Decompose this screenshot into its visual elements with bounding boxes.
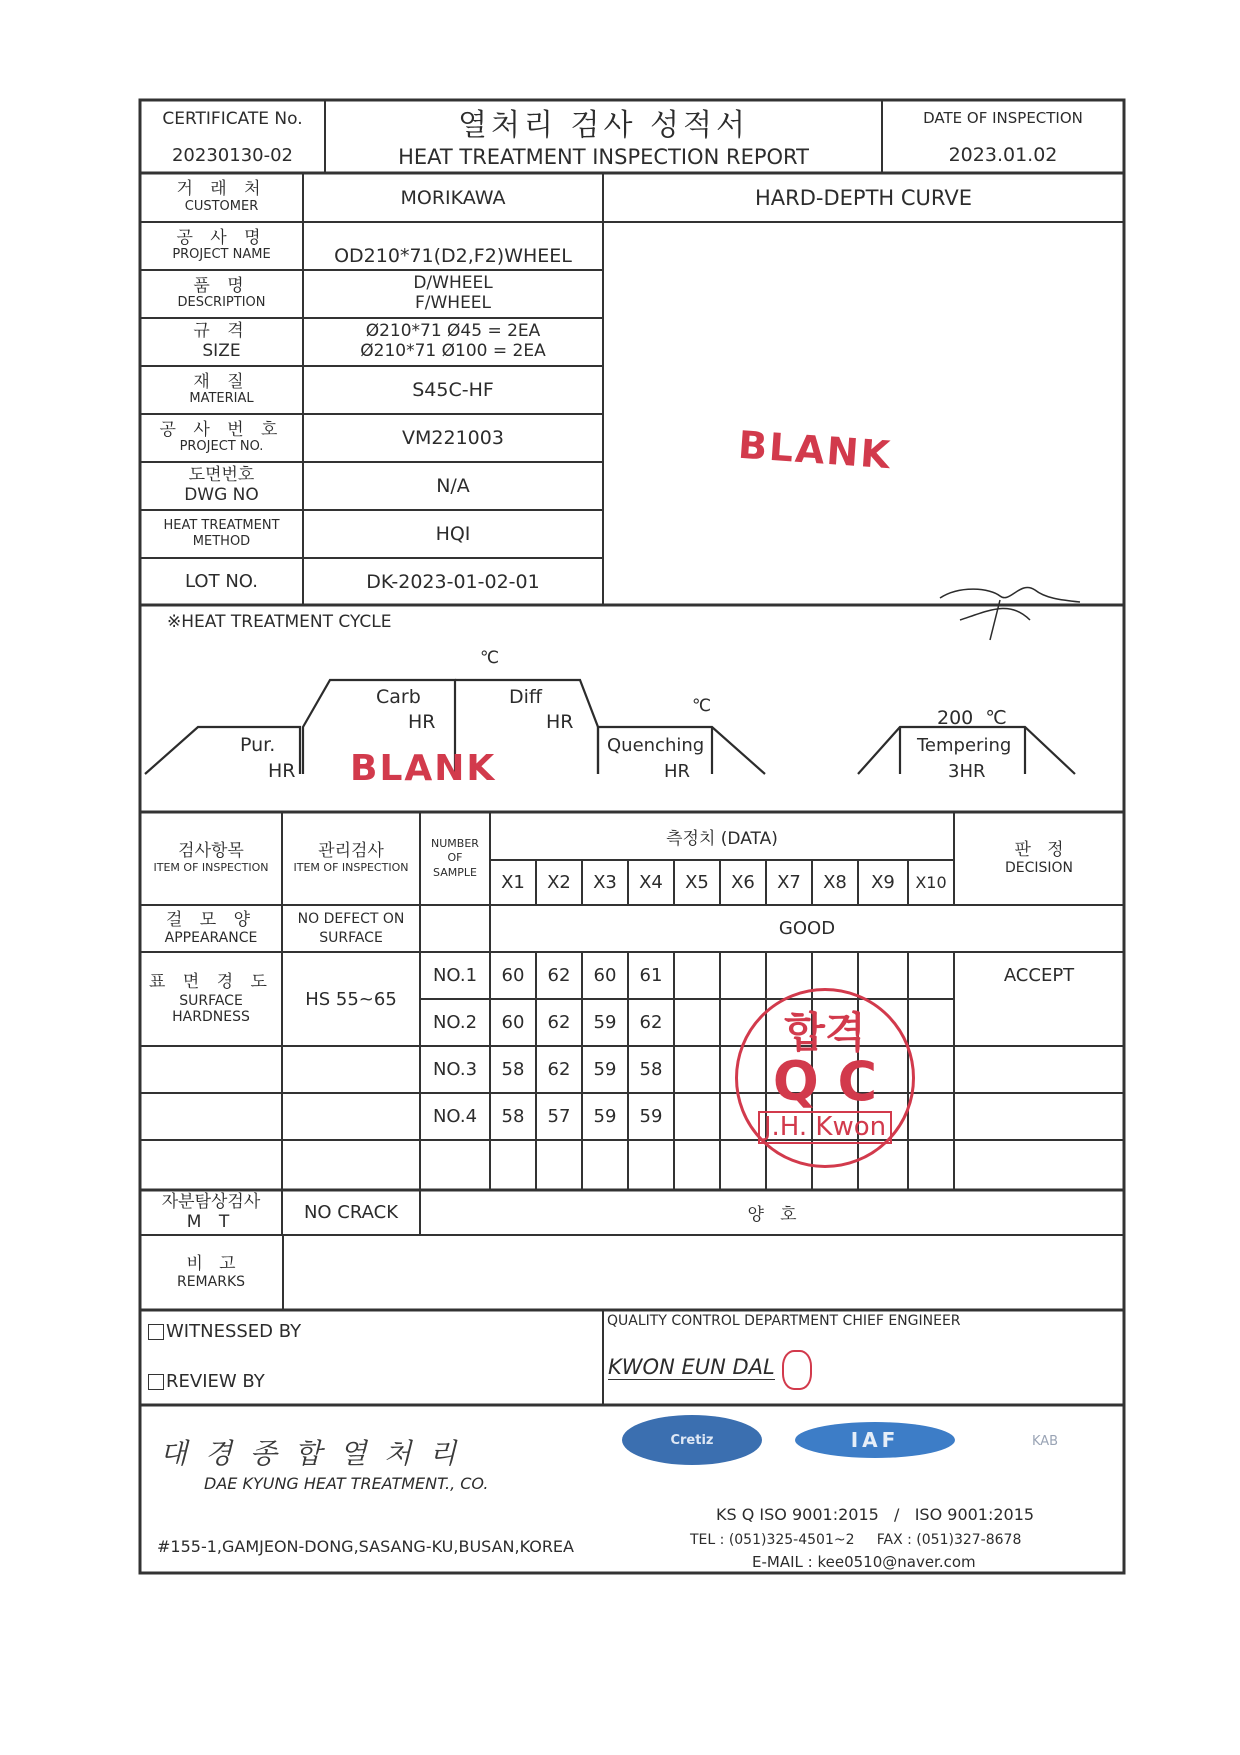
title-english: HEAT TREATMENT INSPECTION REPORT bbox=[398, 145, 809, 169]
cert-number: 20230130-02 bbox=[171, 144, 294, 166]
iso-certification: KS Q ISO 9001:2015 / ISO 9001:2015 bbox=[716, 1505, 1035, 1524]
qc-stamp-qc-text: Q C bbox=[772, 1050, 878, 1114]
inspection-date: 2023.01.02 bbox=[948, 144, 1058, 166]
mt-en: M T bbox=[186, 1211, 236, 1232]
decision-en: DECISION bbox=[1004, 860, 1074, 877]
qc-stamp-name: J.H. Kwon bbox=[758, 1111, 892, 1144]
engineer-seal bbox=[782, 1350, 812, 1390]
col-x1: X1 bbox=[501, 872, 525, 893]
ctrl-en: ITEM OF INSPECTION bbox=[293, 860, 409, 874]
carb-hr: HR bbox=[408, 711, 436, 733]
heat-treatment-method-value: HQI bbox=[435, 523, 471, 545]
purge-label: Pur. bbox=[240, 734, 276, 756]
review-label: REVIEW BY bbox=[166, 1371, 265, 1392]
description-line2: F/WHEEL bbox=[414, 293, 492, 313]
kab-logo: KAB bbox=[1031, 1433, 1059, 1449]
quench-unit: ℃ bbox=[692, 696, 712, 716]
appearance-label bbox=[140, 905, 282, 952]
hardness-en: SURFACE HARDNESS bbox=[172, 992, 250, 1025]
decision-ko: 판 정 bbox=[1014, 839, 1064, 860]
item-of-inspection-header bbox=[140, 812, 282, 905]
quenching-hr: HR bbox=[664, 761, 691, 782]
sample-no-2: NO.2 bbox=[432, 1012, 478, 1033]
hardness-ko: 표 면 경 도 bbox=[149, 972, 273, 993]
hardness-decision: ACCEPT bbox=[1003, 965, 1075, 986]
appearance-ko: 걸 모 양 bbox=[165, 909, 257, 930]
value-2-2: 62 bbox=[547, 1012, 571, 1033]
project-no-en: PROJECT NO. bbox=[179, 439, 264, 455]
tempering-label: Tempering bbox=[917, 735, 1012, 756]
email: E-MAIL : kee0510@naver.com bbox=[752, 1553, 976, 1571]
mt-ko: 자분탐상검사 bbox=[161, 1191, 261, 1212]
purge-hr: HR bbox=[268, 760, 296, 782]
value-3-4: 58 bbox=[639, 1059, 663, 1080]
project-name-label bbox=[140, 222, 303, 270]
sample-no-3: NO.3 bbox=[432, 1059, 478, 1080]
dwg-no-ko: 도면번호 bbox=[188, 465, 255, 486]
heat-treatment-method-label: HEAT TREATMENT METHOD bbox=[163, 518, 280, 549]
appearance-en: APPEARANCE bbox=[164, 930, 258, 947]
value-4-1: 58 bbox=[501, 1106, 525, 1127]
material-label bbox=[140, 366, 303, 414]
value-3-2: 62 bbox=[547, 1059, 571, 1080]
col-x10: X10 bbox=[915, 873, 947, 892]
cycle-unit-top: ℃ bbox=[480, 648, 500, 668]
lot-no-label: LOT NO. bbox=[185, 571, 258, 592]
hardness-control: HS 55~65 bbox=[305, 988, 397, 1010]
customer-label-en: CUSTOMER bbox=[184, 198, 259, 214]
cycle-title: ※HEAT TREATMENT CYCLE bbox=[167, 612, 392, 632]
blank-stamp-cycle: BLANK bbox=[350, 748, 497, 789]
item-en: ITEM OF INSPECTION bbox=[153, 860, 269, 874]
number-of-sample-header: NUMBER OF SAMPLE bbox=[431, 837, 479, 879]
witnessed-label: WITNESSED BY bbox=[166, 1321, 302, 1342]
diff-hr: HR bbox=[546, 711, 574, 733]
decision-header bbox=[954, 812, 1124, 905]
mt-control: NO CRACK bbox=[303, 1202, 399, 1223]
tel-fax: TEL : (051)325-4501~2 FAX : (051)327-8678 bbox=[690, 1532, 1022, 1548]
project-no-value: VM221003 bbox=[402, 427, 504, 449]
customer-label bbox=[140, 173, 303, 222]
quenching-label: Quenching bbox=[607, 735, 705, 756]
data-header: 측정치 (DATA) bbox=[666, 828, 778, 849]
size-line2: Ø210*71 Ø100 = 2EA bbox=[360, 341, 546, 361]
diff-label: Diff bbox=[509, 686, 542, 708]
lot-no-value: DK-2023-01-02-01 bbox=[366, 570, 540, 593]
witnessed-checkbox[interactable] bbox=[148, 1324, 164, 1340]
dwg-no-value: N/A bbox=[436, 475, 470, 497]
tempering-hr: 3HR bbox=[948, 761, 986, 782]
value-3-3: 59 bbox=[593, 1059, 617, 1080]
review-checkbox[interactable] bbox=[148, 1374, 164, 1390]
col-x5: X5 bbox=[685, 872, 709, 893]
value-2-4: 62 bbox=[639, 1012, 663, 1033]
company-name-english: DAE KYUNG HEAT TREATMENT., CO. bbox=[204, 1474, 489, 1493]
dwg-no-en: DWG NO bbox=[184, 485, 259, 505]
appearance-result: GOOD bbox=[778, 918, 836, 939]
value-4-2: 57 bbox=[547, 1106, 571, 1127]
material-ko: 재 질 bbox=[193, 371, 250, 392]
value-2-1: 60 bbox=[501, 1012, 525, 1033]
size-value bbox=[303, 318, 603, 366]
material-value: S45C-HF bbox=[412, 379, 494, 401]
qc-pass-stamp bbox=[735, 988, 915, 1168]
size-en: SIZE bbox=[202, 341, 241, 361]
col-x6: X6 bbox=[731, 872, 755, 893]
col-x2: X2 bbox=[547, 872, 571, 893]
project-no-label bbox=[140, 414, 303, 462]
date-label: DATE OF INSPECTION bbox=[923, 109, 1083, 127]
hard-depth-curve-title: HARD-DEPTH CURVE bbox=[754, 185, 972, 210]
remarks-label bbox=[140, 1235, 282, 1310]
value-4-3: 59 bbox=[593, 1106, 617, 1127]
size-line1: Ø210*71 Ø45 = 2EA bbox=[365, 321, 541, 342]
tempering-temp: 200 ℃ bbox=[937, 707, 1007, 729]
value-1-1: 60 bbox=[501, 965, 525, 986]
value-3-1: 58 bbox=[501, 1059, 525, 1080]
control-inspection-header bbox=[282, 812, 420, 905]
company-address: #155-1,GAMJEON-DONG,SASANG-KU,BUSAN,KOREA bbox=[157, 1537, 574, 1556]
review-by-row[interactable] bbox=[148, 1371, 265, 1392]
description-label bbox=[140, 270, 303, 318]
item-ko: 검사항목 bbox=[178, 841, 244, 862]
description-value bbox=[303, 270, 603, 318]
mt-label bbox=[140, 1190, 282, 1235]
surface-hardness-label bbox=[140, 952, 282, 1046]
qc-stamp-pass-text: 합격 bbox=[784, 1008, 866, 1058]
project-name-ko: 공 사 명 bbox=[176, 227, 267, 248]
size-ko: 규 격 bbox=[193, 321, 250, 342]
cretiz-logo: Cretiz bbox=[622, 1415, 762, 1465]
witnessed-by-row[interactable] bbox=[148, 1321, 301, 1342]
customer-value: MORIKAWA bbox=[400, 186, 506, 209]
value-1-2: 62 bbox=[547, 965, 571, 986]
description-line1: D/WHEEL bbox=[413, 273, 493, 294]
blank-stamp-curve: BLANK bbox=[736, 422, 894, 478]
sample-no-4: NO.4 bbox=[432, 1106, 478, 1127]
remarks-divider bbox=[282, 1235, 284, 1310]
size-label bbox=[140, 318, 303, 366]
description-ko: 품 명 bbox=[193, 275, 250, 296]
material-en: MATERIAL bbox=[189, 391, 254, 407]
value-4-4: 59 bbox=[639, 1106, 663, 1127]
value-2-3: 59 bbox=[593, 1012, 617, 1033]
remarks-ko: 비 고 bbox=[186, 1253, 236, 1274]
dwg-no-label bbox=[140, 462, 303, 510]
qc-dept-label: QUALITY CONTROL DEPARTMENT CHIEF ENGINEER bbox=[607, 1313, 961, 1329]
ctrl-ko: 관리검사 bbox=[318, 841, 384, 862]
cert-label: CERTIFICATE No. bbox=[162, 109, 303, 129]
sample-no-1: NO.1 bbox=[432, 965, 478, 986]
col-x9: X9 bbox=[871, 872, 895, 893]
chief-engineer-name: KWON EUN DAL bbox=[608, 1355, 775, 1379]
title-korean: 열처리 검사 성적서 bbox=[458, 108, 749, 143]
signature-scribble bbox=[940, 588, 1080, 640]
project-name-en: PROJECT NAME bbox=[172, 247, 271, 263]
value-1-4: 61 bbox=[639, 965, 663, 986]
iaf-logo: IAF bbox=[795, 1422, 955, 1458]
carb-label: Carb bbox=[376, 686, 421, 708]
customer-label-ko: 거 래 처 bbox=[176, 179, 267, 200]
project-no-ko: 공 사 번 호 bbox=[159, 419, 284, 440]
col-x3: X3 bbox=[593, 872, 617, 893]
col-x4: X4 bbox=[639, 872, 663, 893]
remarks-en: REMARKS bbox=[176, 1274, 246, 1291]
project-name-value: OD210*71(D2,F2)WHEEL bbox=[334, 245, 572, 267]
col-x8: X8 bbox=[823, 872, 847, 893]
value-1-3: 60 bbox=[593, 965, 617, 986]
col-x7: X7 bbox=[777, 872, 801, 893]
mt-result: 양 호 bbox=[747, 1205, 797, 1225]
description-en: DESCRIPTION bbox=[177, 295, 266, 311]
company-name-korean: 대 경 종 합 열 처 리 bbox=[160, 1437, 457, 1470]
appearance-control: NO DEFECT ON SURFACE bbox=[297, 911, 405, 946]
